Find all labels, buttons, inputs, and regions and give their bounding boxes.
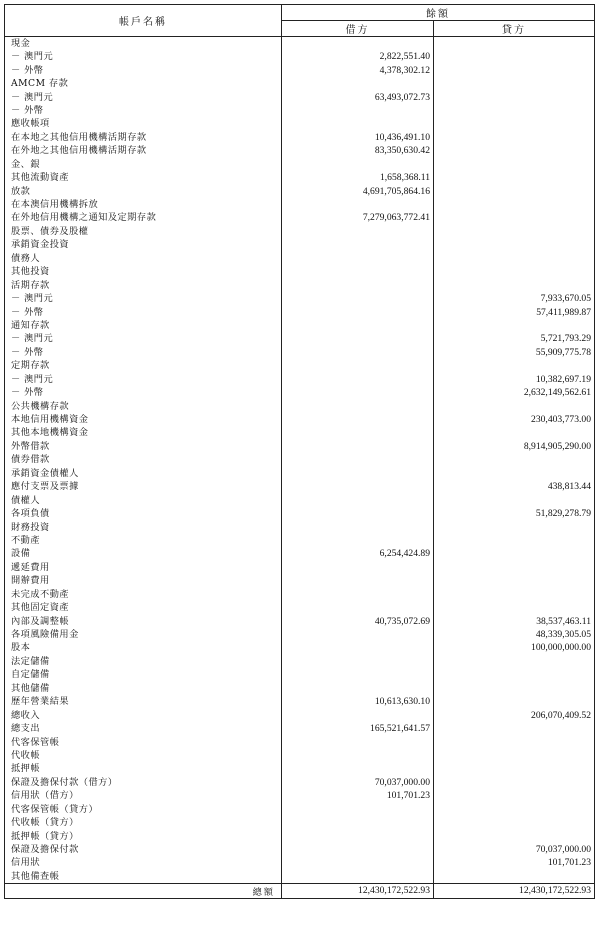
account-name-cell: 其他流動資產 bbox=[5, 171, 282, 184]
credit-cell bbox=[434, 77, 595, 90]
debit-cell bbox=[282, 803, 434, 816]
table-row bbox=[5, 668, 595, 681]
total-label: 總額 bbox=[5, 883, 282, 898]
debit-cell bbox=[282, 843, 434, 856]
account-name-cell: 法定儲備 bbox=[5, 655, 282, 668]
credit-cell bbox=[434, 749, 595, 762]
table-row bbox=[5, 413, 595, 426]
trial-balance-sheet bbox=[4, 4, 594, 929]
table-row bbox=[5, 359, 595, 372]
account-name-cell: 股票、債券及股權 bbox=[5, 225, 282, 238]
debit-cell: 165,521,641.57 bbox=[282, 722, 434, 735]
credit-cell bbox=[434, 655, 595, 668]
debit-cell: 40,735,072.69 bbox=[282, 614, 434, 627]
credit-cell bbox=[434, 144, 595, 157]
account-name-cell: 歷年營業結果 bbox=[5, 695, 282, 708]
table-row bbox=[5, 856, 595, 869]
account-name-cell: 抵押帳 bbox=[5, 762, 282, 775]
debit-cell bbox=[282, 373, 434, 386]
table-row bbox=[5, 655, 595, 668]
debit-cell bbox=[282, 238, 434, 251]
account-name-cell: 信用狀（借方） bbox=[5, 789, 282, 802]
account-name-cell: 承銷資金投資 bbox=[5, 238, 282, 251]
credit-cell bbox=[434, 359, 595, 372]
debit-cell: 7,279,063,772.41 bbox=[282, 211, 434, 224]
debit-cell bbox=[282, 493, 434, 506]
credit-cell: 48,339,305.05 bbox=[434, 628, 595, 641]
debit-cell bbox=[282, 829, 434, 842]
table-row bbox=[5, 453, 595, 466]
account-name-cell: 公共機構存款 bbox=[5, 399, 282, 412]
table-row bbox=[5, 601, 595, 614]
debit-cell bbox=[282, 319, 434, 332]
debit-cell bbox=[282, 574, 434, 587]
account-name-cell: 其他儲備 bbox=[5, 682, 282, 695]
table-row bbox=[5, 305, 595, 318]
total-debit: 12,430,172,522.93 bbox=[282, 883, 434, 898]
credit-cell bbox=[434, 588, 595, 601]
credit-cell bbox=[434, 561, 595, 574]
account-name-cell: 股本 bbox=[5, 641, 282, 654]
debit-cell: 83,350,630.42 bbox=[282, 144, 434, 157]
credit-cell bbox=[434, 870, 595, 884]
debit-cell bbox=[282, 104, 434, 117]
debit-cell bbox=[282, 386, 434, 399]
debit-cell bbox=[282, 117, 434, 130]
table-row bbox=[5, 574, 595, 587]
table-row bbox=[5, 399, 595, 412]
credit-cell: 230,403,773.00 bbox=[434, 413, 595, 426]
debit-cell bbox=[282, 749, 434, 762]
debit-cell: 4,691,705,864.16 bbox=[282, 184, 434, 197]
account-name-cell: － 外幣 bbox=[5, 346, 282, 359]
credit-cell bbox=[434, 574, 595, 587]
table-row bbox=[5, 547, 595, 560]
credit-cell bbox=[434, 547, 595, 560]
debit-cell bbox=[282, 426, 434, 439]
credit-cell: 2,632,149,562.61 bbox=[434, 386, 595, 399]
credit-cell bbox=[434, 104, 595, 117]
credit-cell: 101,701.23 bbox=[434, 856, 595, 869]
credit-cell bbox=[434, 171, 595, 184]
credit-cell bbox=[434, 682, 595, 695]
debit-cell: 63,493,072.73 bbox=[282, 90, 434, 103]
credit-cell bbox=[434, 63, 595, 76]
account-name-cell: 在本地之其他信用機構活期存款 bbox=[5, 131, 282, 144]
account-name-cell: AMCM 存款 bbox=[5, 77, 282, 90]
account-name-cell: 定期存款 bbox=[5, 359, 282, 372]
table-row bbox=[5, 158, 595, 171]
debit-cell bbox=[282, 668, 434, 681]
credit-cell bbox=[434, 520, 595, 533]
credit-cell bbox=[434, 278, 595, 291]
total-row bbox=[5, 883, 595, 898]
table-row bbox=[5, 722, 595, 735]
account-name-cell: 各項負債 bbox=[5, 507, 282, 520]
debit-cell: 1,658,368.11 bbox=[282, 171, 434, 184]
account-name-cell: 債權人 bbox=[5, 493, 282, 506]
account-name-cell: 保證及擔保付款 bbox=[5, 843, 282, 856]
account-name-cell: 遞延費用 bbox=[5, 561, 282, 574]
debit-cell bbox=[282, 735, 434, 748]
table-row bbox=[5, 628, 595, 641]
total-credit: 12,430,172,522.93 bbox=[434, 883, 595, 898]
credit-cell bbox=[434, 198, 595, 211]
debit-cell: 4,378,302.12 bbox=[282, 63, 434, 76]
account-name-cell: 在本澳信用機構拆放 bbox=[5, 198, 282, 211]
account-name-cell: 活期存款 bbox=[5, 278, 282, 291]
table-row bbox=[5, 238, 595, 251]
account-name-cell: － 澳門元 bbox=[5, 332, 282, 345]
debit-cell: 101,701.23 bbox=[282, 789, 434, 802]
account-name-cell: 財務投資 bbox=[5, 520, 282, 533]
table-row bbox=[5, 614, 595, 627]
account-name-cell: 其他本地機構資金 bbox=[5, 426, 282, 439]
table-row bbox=[5, 184, 595, 197]
table-row bbox=[5, 265, 595, 278]
account-name-cell: 代收帳 bbox=[5, 749, 282, 762]
account-name-cell: 應收帳項 bbox=[5, 117, 282, 130]
account-name-cell: 金、銀 bbox=[5, 158, 282, 171]
table-row bbox=[5, 278, 595, 291]
account-name-cell: 未完成不動產 bbox=[5, 588, 282, 601]
debit-cell bbox=[282, 198, 434, 211]
table-row bbox=[5, 332, 595, 345]
account-name-cell: 現金 bbox=[5, 37, 282, 51]
debit-cell bbox=[282, 628, 434, 641]
debit-cell bbox=[282, 561, 434, 574]
account-name-cell: － 外幣 bbox=[5, 104, 282, 117]
credit-cell bbox=[434, 803, 595, 816]
table-row bbox=[5, 426, 595, 439]
credit-cell bbox=[434, 453, 595, 466]
account-name-cell: 外幣借款 bbox=[5, 440, 282, 453]
account-name-cell: 開辦費用 bbox=[5, 574, 282, 587]
table-row bbox=[5, 346, 595, 359]
credit-cell: 55,909,775.78 bbox=[434, 346, 595, 359]
debit-cell bbox=[282, 413, 434, 426]
account-name-cell: － 澳門元 bbox=[5, 373, 282, 386]
credit-cell: 5,721,793.29 bbox=[434, 332, 595, 345]
table-row bbox=[5, 440, 595, 453]
account-name-cell: 自定儲備 bbox=[5, 668, 282, 681]
credit-cell bbox=[434, 252, 595, 265]
table-row bbox=[5, 534, 595, 547]
account-name-cell: 通知存款 bbox=[5, 319, 282, 332]
debit-cell: 6,254,424.89 bbox=[282, 547, 434, 560]
credit-cell bbox=[434, 829, 595, 842]
account-name-cell: 不動產 bbox=[5, 534, 282, 547]
table-row bbox=[5, 870, 595, 884]
account-name-cell: 其他投資 bbox=[5, 265, 282, 278]
credit-cell bbox=[434, 695, 595, 708]
table-row bbox=[5, 117, 595, 130]
table-row bbox=[5, 50, 595, 63]
debit-cell bbox=[282, 278, 434, 291]
account-name-cell: 信用狀 bbox=[5, 856, 282, 869]
table-row bbox=[5, 292, 595, 305]
debit-cell bbox=[282, 292, 434, 305]
credit-cell: 100,000,000.00 bbox=[434, 641, 595, 654]
account-name-cell: 代客保管帳 bbox=[5, 735, 282, 748]
debit-cell: 10,436,491.10 bbox=[282, 131, 434, 144]
debit-cell bbox=[282, 682, 434, 695]
table-row bbox=[5, 561, 595, 574]
account-name-cell: － 外幣 bbox=[5, 305, 282, 318]
debit-cell: 2,822,551.40 bbox=[282, 50, 434, 63]
debit-cell bbox=[282, 641, 434, 654]
debit-cell bbox=[282, 816, 434, 829]
credit-cell bbox=[434, 158, 595, 171]
credit-cell bbox=[434, 493, 595, 506]
debit-cell bbox=[282, 305, 434, 318]
credit-cell bbox=[434, 735, 595, 748]
debit-cell bbox=[282, 359, 434, 372]
account-name-cell: 總收入 bbox=[5, 708, 282, 721]
table-row bbox=[5, 789, 595, 802]
credit-cell bbox=[434, 816, 595, 829]
debit-cell bbox=[282, 588, 434, 601]
debit-cell bbox=[282, 534, 434, 547]
debit-cell bbox=[282, 332, 434, 345]
credit-cell: 438,813.44 bbox=[434, 480, 595, 493]
credit-cell bbox=[434, 50, 595, 63]
debit-cell bbox=[282, 453, 434, 466]
table-row bbox=[5, 225, 595, 238]
debit-cell bbox=[282, 762, 434, 775]
account-name-cell: 其他備查帳 bbox=[5, 870, 282, 884]
account-name-cell: 各項風險備用金 bbox=[5, 628, 282, 641]
debit-cell bbox=[282, 158, 434, 171]
credit-cell bbox=[434, 238, 595, 251]
credit-cell bbox=[434, 211, 595, 224]
debit-cell bbox=[282, 467, 434, 480]
table-row bbox=[5, 695, 595, 708]
account-name-cell: 保證及擔保付款（借方） bbox=[5, 776, 282, 789]
debit-cell bbox=[282, 37, 434, 51]
credit-cell: 57,411,989.87 bbox=[434, 305, 595, 318]
table-row bbox=[5, 776, 595, 789]
table-row bbox=[5, 131, 595, 144]
credit-cell bbox=[434, 117, 595, 130]
table-row bbox=[5, 90, 595, 103]
credit-cell bbox=[434, 37, 595, 51]
account-name-cell: 放款 bbox=[5, 184, 282, 197]
credit-cell bbox=[434, 399, 595, 412]
account-name-cell: 承銷資金債權人 bbox=[5, 467, 282, 480]
table-row bbox=[5, 386, 595, 399]
balance-header: 餘額 bbox=[282, 5, 595, 21]
debit-cell bbox=[282, 265, 434, 278]
debit-cell bbox=[282, 225, 434, 238]
table-row bbox=[5, 144, 595, 157]
table-row bbox=[5, 63, 595, 76]
table-row bbox=[5, 641, 595, 654]
debit-cell bbox=[282, 399, 434, 412]
table-row bbox=[5, 735, 595, 748]
credit-header: 貸方 bbox=[434, 21, 595, 37]
credit-cell bbox=[434, 90, 595, 103]
debit-cell bbox=[282, 870, 434, 884]
debit-cell bbox=[282, 708, 434, 721]
account-name-header: 帳戶名稱 bbox=[5, 5, 282, 37]
debit-cell bbox=[282, 252, 434, 265]
credit-cell bbox=[434, 789, 595, 802]
credit-cell bbox=[434, 722, 595, 735]
table-row bbox=[5, 803, 595, 816]
debit-header: 借方 bbox=[282, 21, 434, 37]
table-row bbox=[5, 467, 595, 480]
table-row bbox=[5, 211, 595, 224]
debit-cell: 70,037,000.00 bbox=[282, 776, 434, 789]
debit-cell bbox=[282, 440, 434, 453]
account-name-cell: 代客保管帳（貸方） bbox=[5, 803, 282, 816]
account-name-cell: 抵押帳（貸方） bbox=[5, 829, 282, 842]
credit-cell bbox=[434, 265, 595, 278]
account-name-cell: － 外幣 bbox=[5, 386, 282, 399]
account-name-cell: 其他固定資產 bbox=[5, 601, 282, 614]
credit-cell bbox=[434, 467, 595, 480]
table-row bbox=[5, 682, 595, 695]
account-name-cell: 本地信用機構資金 bbox=[5, 413, 282, 426]
credit-cell: 70,037,000.00 bbox=[434, 843, 595, 856]
account-name-cell: － 外幣 bbox=[5, 63, 282, 76]
credit-cell bbox=[434, 762, 595, 775]
table-row bbox=[5, 588, 595, 601]
credit-cell: 7,933,670.05 bbox=[434, 292, 595, 305]
credit-cell: 51,829,278.79 bbox=[434, 507, 595, 520]
table-row bbox=[5, 171, 595, 184]
credit-cell bbox=[434, 225, 595, 238]
credit-cell bbox=[434, 601, 595, 614]
credit-cell bbox=[434, 534, 595, 547]
table-row bbox=[5, 252, 595, 265]
table-row bbox=[5, 708, 595, 721]
credit-cell: 38,537,463.11 bbox=[434, 614, 595, 627]
debit-cell bbox=[282, 507, 434, 520]
table-row bbox=[5, 762, 595, 775]
table-row bbox=[5, 77, 595, 90]
debit-cell bbox=[282, 601, 434, 614]
table-row bbox=[5, 37, 595, 51]
debit-cell bbox=[282, 520, 434, 533]
account-name-cell: － 澳門元 bbox=[5, 292, 282, 305]
credit-cell bbox=[434, 184, 595, 197]
account-name-cell: － 澳門元 bbox=[5, 50, 282, 63]
table-row bbox=[5, 507, 595, 520]
credit-cell: 206,070,409.52 bbox=[434, 708, 595, 721]
account-name-cell: 代收帳（貸方） bbox=[5, 816, 282, 829]
credit-cell bbox=[434, 131, 595, 144]
credit-cell: 8,914,905,290.00 bbox=[434, 440, 595, 453]
table-row bbox=[5, 829, 595, 842]
credit-cell bbox=[434, 776, 595, 789]
credit-cell bbox=[434, 319, 595, 332]
trial-balance-table bbox=[4, 4, 595, 899]
account-name-cell: 債務人 bbox=[5, 252, 282, 265]
debit-cell bbox=[282, 856, 434, 869]
account-name-cell: 總支出 bbox=[5, 722, 282, 735]
account-name-cell: 在外地信用機構之通知及定期存款 bbox=[5, 211, 282, 224]
table-body bbox=[5, 37, 595, 884]
credit-cell: 10,382,697.19 bbox=[434, 373, 595, 386]
debit-cell bbox=[282, 77, 434, 90]
table-row bbox=[5, 373, 595, 386]
debit-cell bbox=[282, 480, 434, 493]
account-name-cell: 設備 bbox=[5, 547, 282, 560]
account-name-cell: 在外地之其他信用機構活期存款 bbox=[5, 144, 282, 157]
table-row bbox=[5, 843, 595, 856]
account-name-cell: 債券借款 bbox=[5, 453, 282, 466]
debit-cell bbox=[282, 346, 434, 359]
table-row bbox=[5, 480, 595, 493]
table-row bbox=[5, 319, 595, 332]
account-name-cell: － 澳門元 bbox=[5, 90, 282, 103]
account-name-cell: 應付支票及票據 bbox=[5, 480, 282, 493]
table-row bbox=[5, 493, 595, 506]
debit-cell: 10,613,630.10 bbox=[282, 695, 434, 708]
credit-cell bbox=[434, 426, 595, 439]
credit-cell bbox=[434, 668, 595, 681]
debit-cell bbox=[282, 655, 434, 668]
table-row bbox=[5, 198, 595, 211]
table-row bbox=[5, 749, 595, 762]
table-row bbox=[5, 104, 595, 117]
table-row bbox=[5, 816, 595, 829]
table-row bbox=[5, 520, 595, 533]
account-name-cell: 內部及調整帳 bbox=[5, 614, 282, 627]
